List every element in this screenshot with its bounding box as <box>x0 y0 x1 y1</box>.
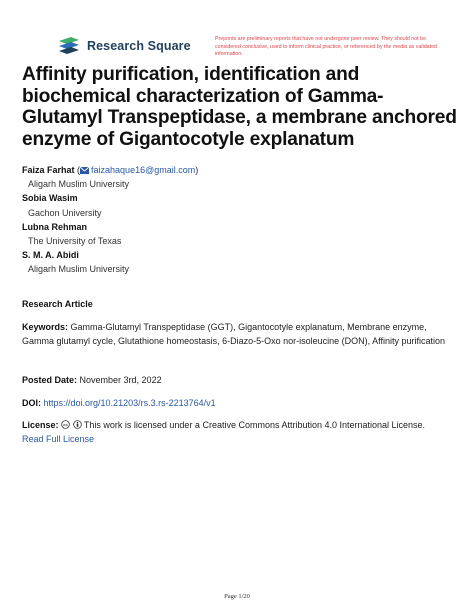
research-square-logo-icon <box>57 36 81 56</box>
author-affiliation: The University of Texas <box>28 236 122 247</box>
keywords-label: Keywords: <box>22 322 69 332</box>
keywords-section <box>22 320 452 348</box>
doi-link[interactable]: https://doi.org/10.21203/rs.3.rs-2213764/v1 <box>43 398 216 408</box>
research-square-logo[interactable] <box>57 36 191 56</box>
doi-label: DOI: <box>22 398 41 408</box>
doi-section <box>22 396 216 410</box>
email-open-paren: ( <box>77 165 81 175</box>
author-name: Sobia Wasim <box>22 193 78 204</box>
author-email-link[interactable]: faizahaque16@gmail.com <box>91 165 196 175</box>
logo-text: Research Square <box>87 39 191 53</box>
author-name: Lubna Rehman <box>22 221 88 232</box>
read-full-license-link[interactable]: Read Full License <box>22 434 95 445</box>
attribution-icon <box>73 420 82 429</box>
author-affiliation: Aligarh Muslim University <box>28 264 130 275</box>
article-type: Research Article <box>22 299 93 309</box>
creative-commons-icon <box>61 420 70 429</box>
license-text: This work is licensed under a Creative Commons Attribution 4.0 International License. <box>83 420 426 430</box>
email-close-paren: ) <box>195 165 199 175</box>
svg-text:cc: cc <box>63 422 68 428</box>
license-section <box>22 418 452 446</box>
posted-date-section <box>22 373 162 387</box>
page-number: Page 1/20 <box>224 593 250 600</box>
paper-title: Affinity purification, identification and biochemical characterization of Gamma-Glutamyl Transpeptidase, a membrane anchored enzyme of Gigantocotyle explanatum <box>22 64 457 150</box>
author-name: Faiza Farhat <box>22 165 75 175</box>
author-name: S. M. A. Abidi <box>22 250 79 261</box>
author-list <box>22 163 198 277</box>
license-label: License: <box>22 420 59 430</box>
author-entry <box>22 163 198 177</box>
keywords-text: Gamma-Glutamyl Transpeptidase (GGT), Gigantocotyle explanatum, Membrane enzyme, Gamma glutamyl cycle, Glutathione homeostasis, 6-Diazo-5-Oxo nor-isoleucine (DON), Affinity purification <box>22 322 445 347</box>
author-affiliation: Aligarh Muslim University <box>28 179 130 190</box>
posted-date-label: Posted Date: <box>22 375 78 385</box>
preprint-disclaimer: Preprints are preliminary reports that have not undergone peer review. They should not be considered conclusive, used to inform clinical practice, or referenced by the media as validated information. <box>215 36 437 58</box>
author-affiliation: Gachon University <box>28 207 102 218</box>
posted-date-value: November 3rd, 2022 <box>79 375 162 385</box>
envelope-icon <box>80 167 89 174</box>
